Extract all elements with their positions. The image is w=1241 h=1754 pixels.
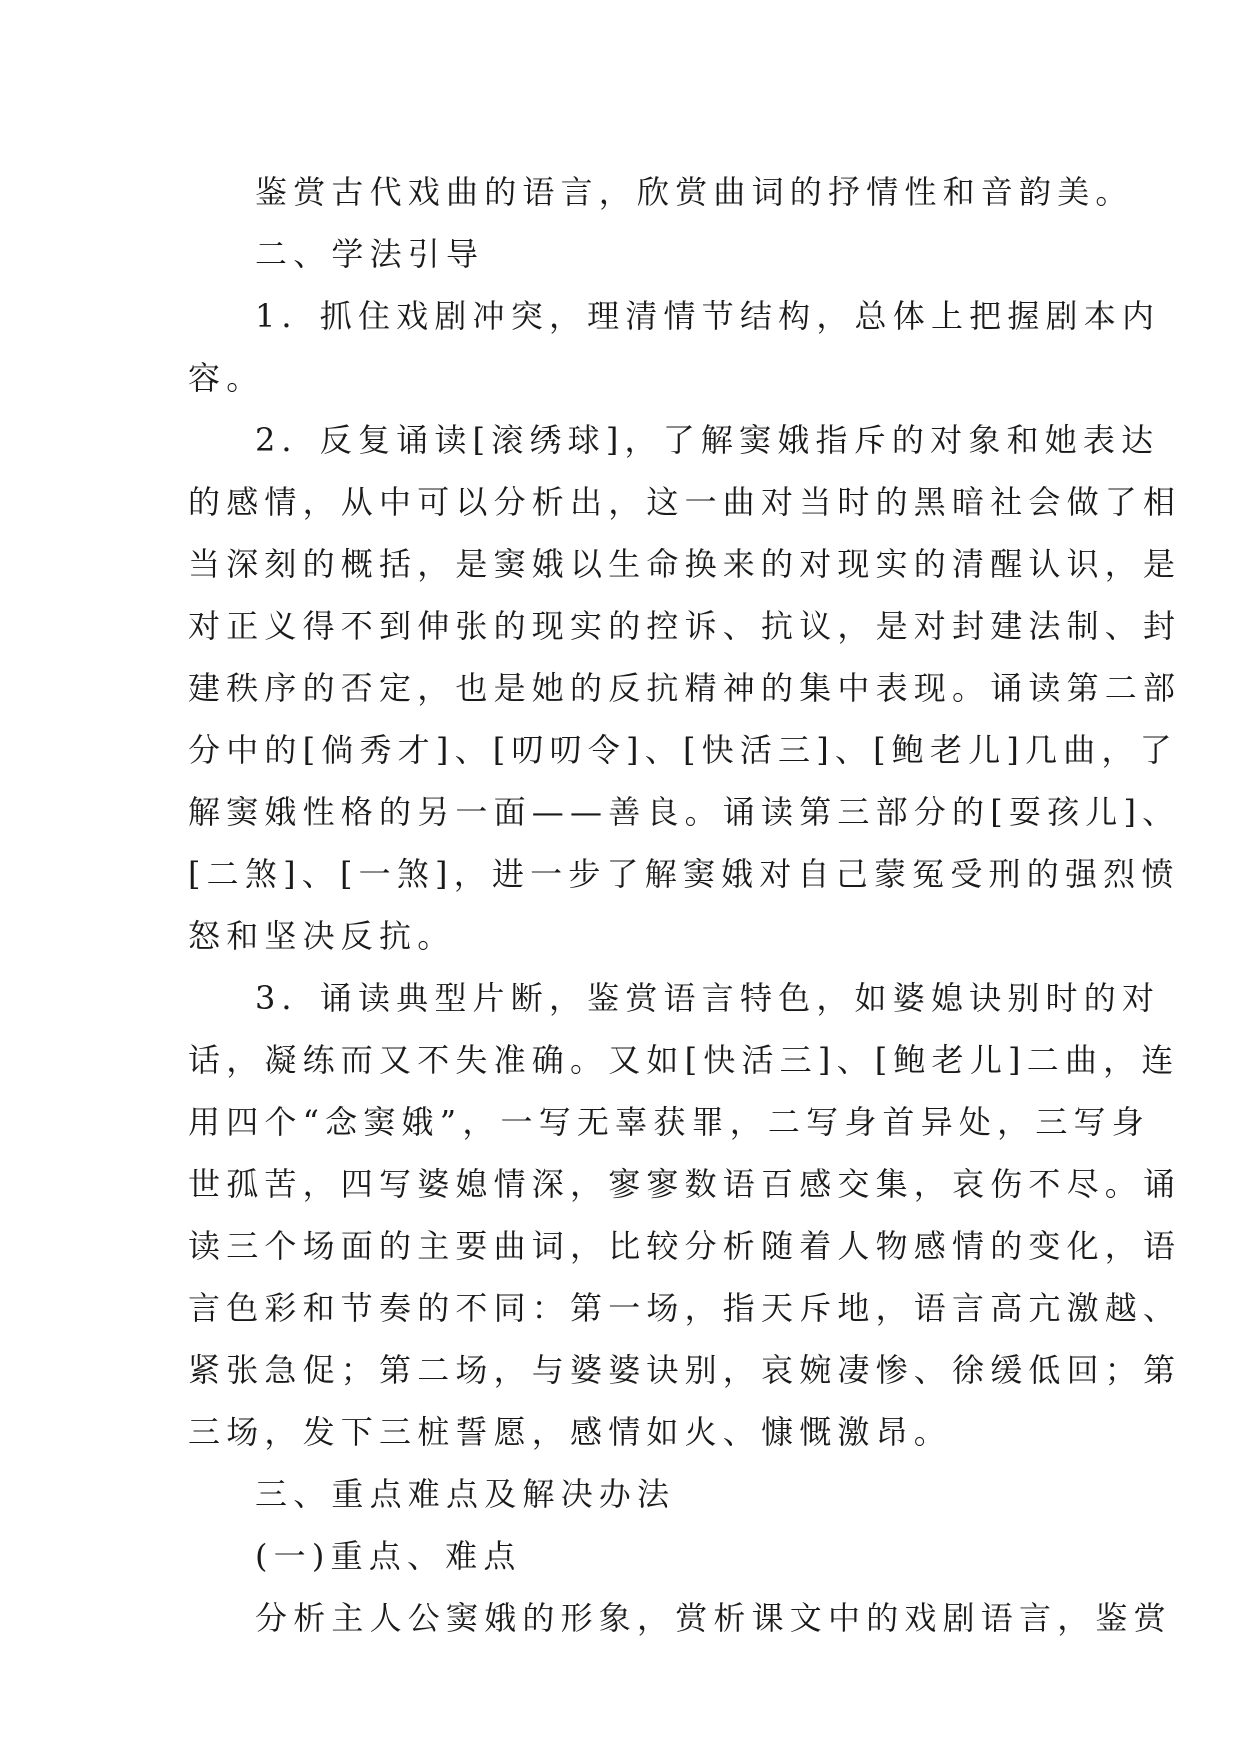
text-line: 3．诵读典型片断，鉴赏语言特色，如婆媳诀别时的对 xyxy=(255,979,1161,1017)
document-body xyxy=(188,161,1182,1649)
text-line: 世孤苦，四写婆媳情深，寥寥数语百感交集，哀伤不尽。诵 xyxy=(188,1165,1182,1203)
text-line: 话，凝练而又不失准确。又如[快活三]、[鲍老儿]二曲，连 xyxy=(188,1041,1180,1079)
text-line: 当深刻的概括，是窦娥以生命换来的对现实的清醒认识，是 xyxy=(188,545,1182,583)
text-line: 对正义得不到伸张的现实的控诉、抗议，是对封建法制、封 xyxy=(188,607,1182,645)
text-line: 2．反复诵读[滚绣球]，了解窦娥指斥的对象和她表达 xyxy=(255,421,1160,459)
text-line: 读三个场面的主要曲词，比较分析随着人物感情的变化，语 xyxy=(188,1227,1182,1265)
text-line: 建秩序的否定，也是她的反抗精神的集中表现。诵读第二部 xyxy=(188,669,1182,707)
section-heading: 三、重点难点及解决办法 xyxy=(255,1475,676,1513)
text-line: 鉴赏古代戏曲的语言，欣赏曲词的抒情性和音韵美。 xyxy=(255,173,1134,211)
text-line: 的感情，从中可以分析出，这一曲对当时的黑暗社会做了相 xyxy=(188,483,1182,521)
text-line: 紧张急促；第二场，与婆婆诀别，哀婉凄惨、徐缓低回；第 xyxy=(188,1351,1182,1389)
text-line: 容。 xyxy=(188,359,265,397)
text-line: 解窦娥性格的另一面——善良。诵读第三部分的[耍孩儿]、 xyxy=(188,793,1181,831)
text-line: 1．抓住戏剧冲突，理清情节结构，总体上把握剧本内 xyxy=(255,297,1161,335)
text-line: 言色彩和节奏的不同：第一场，指天斥地，语言高亢激越、 xyxy=(188,1289,1182,1327)
section-heading: 二、学法引导 xyxy=(255,235,485,273)
text-line: 分析主人公窦娥的形象，赏析课文中的戏剧语言，鉴赏 xyxy=(255,1599,1172,1637)
text-line: [二煞]、[一煞]，进一步了解窦娥对自己蒙冤受刑的强烈愤 xyxy=(188,855,1180,893)
subsection-heading: (一)重点、难点 xyxy=(255,1537,522,1575)
text-line: 怒和坚决反抗。 xyxy=(188,917,456,955)
text-line: 用四个“念窦娥”，一写无辜获罪，二写身首异处，三写身 xyxy=(188,1103,1150,1141)
text-line: 分中的[倘秀才]、[叨叨令]、[快活三]、[鲍老儿]几曲，了 xyxy=(188,731,1178,769)
text-line: 三场，发下三桩誓愿，感情如火、慷慨激昂。 xyxy=(188,1413,953,1451)
